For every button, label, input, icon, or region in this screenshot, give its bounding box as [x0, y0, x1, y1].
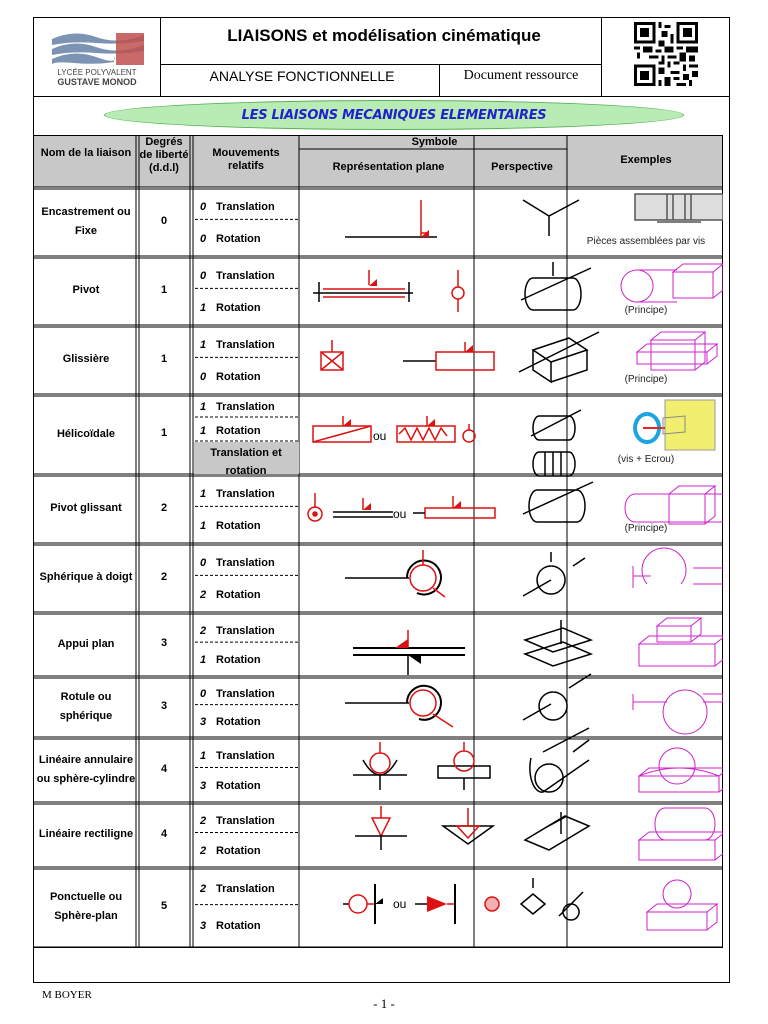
translation-count: 0	[200, 200, 207, 213]
liaisons-table	[33, 135, 723, 948]
symbol-lineaire-annulaire	[353, 742, 490, 790]
perspective-pivot-glissant	[523, 482, 593, 522]
movement-translation	[200, 750, 275, 762]
ou-label: ou	[393, 507, 407, 521]
cell-ddl: 4	[160, 762, 168, 775]
movement-translation	[200, 201, 275, 213]
translation-count: 2	[200, 883, 207, 895]
header-ddl: Degrés de liberté (d.d.l)	[139, 136, 189, 174]
movement-rotation	[200, 845, 261, 857]
translation-label: Translation	[216, 556, 275, 569]
example-helicoidale	[635, 400, 715, 450]
rotation-count: 3	[200, 919, 207, 932]
translation-label: Translation	[216, 401, 275, 413]
perspective-pivot	[521, 262, 591, 310]
movement-translation	[200, 815, 275, 827]
translation-label: Translation	[216, 269, 275, 282]
example-pivot-glissant	[625, 486, 723, 524]
example-pivot	[621, 264, 723, 302]
rotation-label: Rotation	[216, 919, 261, 932]
perspective-lineaire-rectiligne	[525, 812, 589, 850]
movement-rotation	[200, 716, 261, 728]
rotation-label: Rotation	[216, 232, 261, 245]
example-caption: (Principe)	[624, 374, 668, 385]
rotation-label: Rotation	[216, 301, 261, 314]
perspective-appui-plan	[525, 620, 591, 666]
movement-rotation	[200, 302, 261, 314]
movement-rotation	[200, 654, 261, 666]
symbol-glissiere	[321, 340, 494, 370]
translation-label: Translation	[216, 883, 275, 895]
translation-count: 2	[200, 815, 207, 827]
example-ponctuelle	[647, 880, 717, 930]
rotation-label: Rotation	[216, 425, 261, 437]
cell-liaison-name: Pivot glissant	[50, 502, 122, 514]
movement-translation	[200, 557, 275, 569]
movement-rotation	[200, 520, 261, 532]
symbol-lineaire-rectiligne	[355, 806, 493, 850]
rotation-count: 3	[200, 779, 207, 792]
movement-translation	[200, 625, 275, 637]
movement-translation	[200, 401, 275, 413]
translation-count: 0	[200, 269, 207, 282]
subtitle-left: ANALYSE FONCTIONNELLE	[209, 68, 395, 84]
logo-line1: LYCÉE POLYVALENT	[57, 68, 137, 77]
symbol-ponctuelle	[343, 884, 499, 924]
perspective-helicoidale	[531, 410, 581, 476]
section-banner	[104, 100, 684, 130]
cell-ddl: 0	[160, 214, 168, 227]
cell-ddl: 4	[160, 827, 168, 840]
movement-rotation	[200, 589, 261, 601]
ou-label: ou	[373, 429, 387, 443]
translation-count: 0	[200, 688, 207, 701]
cell-liaison-name: Sphérique à doigt	[39, 571, 133, 583]
cell-liaison-name: Ponctuelle ou Sphère-plan	[49, 891, 123, 922]
cell-liaison-name: Encastrement ou Fixe	[41, 205, 131, 237]
rotation-count: 0	[200, 370, 207, 383]
cell-liaison-name: Hélicoïdale	[56, 427, 116, 440]
perspective-rotule	[523, 674, 591, 720]
header-exemples: Exemples	[620, 154, 672, 166]
rotation-count: 0	[200, 232, 207, 245]
rotation-count: 1	[200, 519, 207, 532]
example-appui-plan	[639, 618, 723, 666]
symbol-appui-plan	[353, 630, 465, 675]
movement-rotation	[200, 780, 261, 792]
page-number: - 1 -	[373, 996, 395, 1011]
movement-helical: Translation et rotation	[210, 447, 282, 477]
example-glissiere	[637, 332, 717, 370]
cell-liaison-name: Linéaire annulaire ou sphère-cylindre	[36, 753, 136, 785]
perspective-lineaire-annulaire	[530, 728, 589, 792]
qr-code-icon	[634, 22, 698, 86]
cell-liaison-name: Glissière	[62, 353, 110, 365]
rotation-count: 1	[200, 425, 207, 437]
symbol-pivot-glissant	[308, 493, 495, 521]
perspective-ponctuelle	[521, 878, 583, 920]
rotation-count: 1	[200, 654, 207, 667]
cell-liaison-name: Appui plan	[57, 637, 115, 650]
page-title: LIAISONS et modélisation cinématique	[227, 26, 541, 45]
logo-line2: GUSTAVE MONOD	[57, 77, 137, 87]
header-plane: Représentation plane	[332, 161, 445, 173]
header-divider	[160, 64, 601, 65]
movement-rotation	[200, 233, 261, 245]
movement-translation	[200, 270, 275, 282]
example-caption: (vis + Ecrou)	[617, 454, 675, 465]
movement-rotation	[200, 920, 261, 932]
header-perspective: Perspective	[491, 161, 553, 173]
header-divider	[439, 64, 440, 97]
translation-label: Translation	[216, 338, 275, 351]
translation-count: 0	[200, 556, 207, 569]
rotation-label: Rotation	[216, 654, 261, 667]
subtitle-right: Document ressource	[463, 68, 579, 83]
translation-label: Translation	[216, 487, 275, 500]
translation-label: Translation	[216, 624, 275, 637]
rotation-count: 1	[200, 301, 207, 314]
symbol-spherique-doigt	[345, 550, 445, 597]
header-symbole: Symbole	[411, 136, 458, 148]
translation-label: Translation	[216, 200, 275, 213]
cell-ddl: 1	[160, 283, 168, 296]
example-lineaire-rectiligne	[639, 808, 723, 860]
header-nom: Nom de la liaison	[40, 147, 132, 159]
table-grid	[33, 135, 723, 948]
example-encastrement	[635, 194, 723, 222]
movement-rotation	[200, 425, 261, 437]
banner-text: LES LIAISONS MECANIQUES ELEMENTAIRES	[241, 107, 547, 123]
cell-ddl: 1	[160, 427, 168, 439]
cell-liaison-name: Pivot	[72, 284, 100, 296]
header-divider	[33, 96, 730, 97]
header-mouvements: Mouvements relatifs	[212, 147, 280, 172]
header-divider	[160, 17, 161, 97]
rotation-label: Rotation	[216, 779, 261, 792]
cell-ddl: 3	[160, 637, 168, 649]
translation-count: 1	[200, 487, 207, 500]
rotation-label: Rotation	[216, 844, 261, 857]
cell-ddl: 1	[160, 352, 168, 365]
movement-translation	[200, 883, 275, 895]
rotation-count: 3	[200, 716, 207, 729]
rotation-count: 2	[200, 844, 207, 857]
cell-ddl: 5	[160, 900, 168, 912]
example-lineaire-annulaire	[639, 748, 723, 792]
translation-label: Translation	[216, 815, 275, 827]
translation-count: 1	[200, 750, 207, 762]
rotation-label: Rotation	[216, 519, 261, 532]
perspective-spherique-doigt	[523, 552, 585, 596]
rotation-count: 2	[200, 588, 207, 601]
translation-label: Translation	[216, 750, 275, 762]
rotation-label: Rotation	[216, 588, 261, 601]
rotation-label: Rotation	[216, 370, 261, 383]
cell-ddl: 2	[160, 501, 168, 514]
symbol-rotule	[345, 686, 453, 727]
symbol-helicoidale	[313, 416, 475, 443]
cell-ddl: 2	[160, 570, 168, 583]
translation-count: 1	[200, 401, 207, 413]
movement-translation	[200, 488, 275, 500]
ou-label: ou	[393, 897, 407, 911]
movement-rotation	[200, 371, 261, 383]
symbol-encastrement	[345, 200, 437, 237]
example-caption: (Principe)	[624, 523, 668, 534]
movement-translation	[200, 688, 275, 700]
rotation-label: Rotation	[216, 716, 261, 729]
school-logo	[44, 25, 150, 87]
perspective-encastrement	[523, 200, 579, 236]
translation-count: 2	[200, 624, 207, 637]
cell-liaison-name: Rotule ou sphérique	[59, 690, 113, 722]
symbol-pivot	[313, 270, 464, 312]
footer-author: M BOYER	[42, 989, 92, 1001]
cell-ddl: 3	[160, 699, 168, 712]
example-caption: (Principe)	[624, 305, 668, 316]
example-rotule	[633, 690, 723, 734]
example-spherique-doigt	[633, 548, 723, 588]
movement-translation	[200, 339, 275, 351]
cell-liaison-name: Linéaire rectiligne	[38, 828, 134, 840]
example-caption: Pièces assemblées par vis	[586, 236, 706, 247]
translation-label: Translation	[216, 688, 275, 701]
translation-count: 1	[200, 338, 207, 351]
